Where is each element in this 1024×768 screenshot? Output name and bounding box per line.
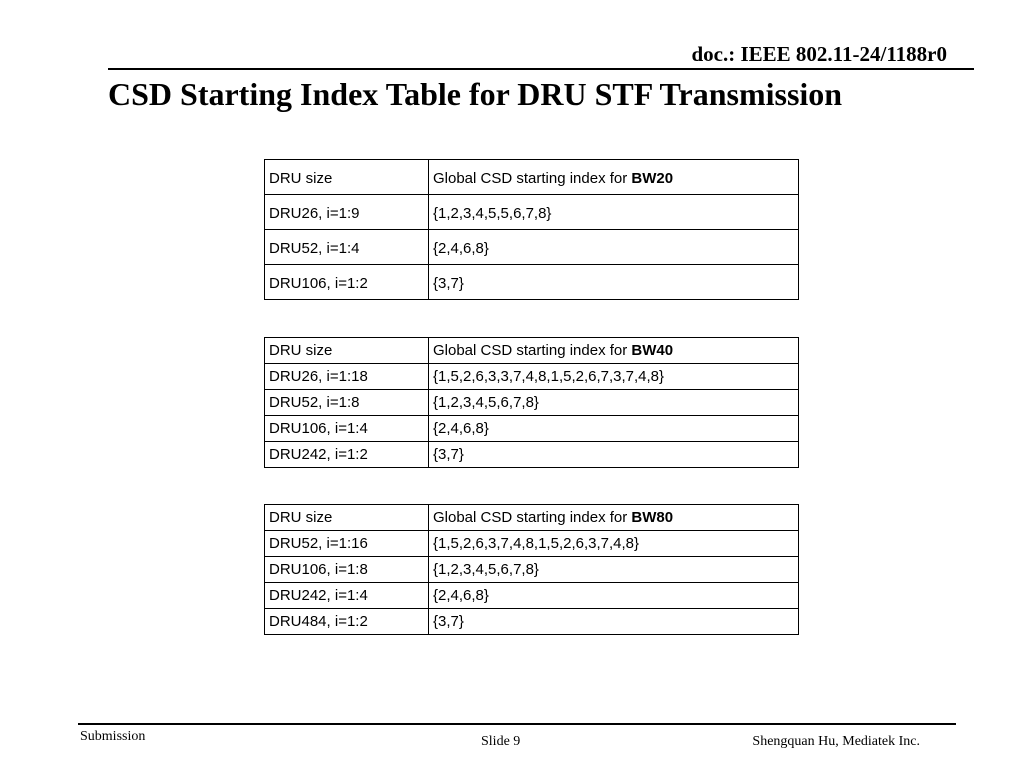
dru-size-cell: DRU484, i=1:2 xyxy=(265,609,429,635)
csd-index-cell: {3,7} xyxy=(429,265,799,300)
dru-size-cell: DRU242, i=1:2 xyxy=(265,442,429,468)
doc-id: doc.: IEEE 802.11-24/1188r0 xyxy=(691,42,947,66)
table-header-row xyxy=(265,505,799,531)
dru-size-cell: DRU26, i=1:18 xyxy=(265,364,429,390)
col-header-dru-size: DRU size xyxy=(265,338,429,364)
table-header-row xyxy=(265,160,799,195)
csd-index-cell: {1,2,3,4,5,6,7,8} xyxy=(429,390,799,416)
slide-title: CSD Starting Index Table for DRU STF Transmission xyxy=(108,76,843,112)
csd-table-bw20 xyxy=(264,159,799,300)
csd-table-bw80 xyxy=(264,504,799,635)
dru-size-cell: DRU52, i=1:16 xyxy=(265,531,429,557)
dru-size-cell: DRU106, i=1:8 xyxy=(265,557,429,583)
bandwidth-label: BW80 xyxy=(631,509,674,526)
table-row xyxy=(265,557,799,583)
table-row xyxy=(265,230,799,265)
csd-index-cell: {3,7} xyxy=(429,609,799,635)
col-header-prefix: Global CSD starting index for xyxy=(433,342,632,359)
csd-index-cell: {2,4,6,8} xyxy=(429,230,799,265)
csd-index-cell: {1,5,2,6,3,3,7,4,8,1,5,2,6,7,3,7,4,8} xyxy=(429,364,799,390)
table-row xyxy=(265,390,799,416)
footer-submission: Submission xyxy=(80,729,146,744)
dru-size-cell: DRU106, i=1:4 xyxy=(265,416,429,442)
dru-size-cell: DRU242, i=1:4 xyxy=(265,583,429,609)
table-row xyxy=(265,583,799,609)
dru-size-cell: DRU26, i=1:9 xyxy=(265,195,429,230)
csd-index-cell: {1,2,3,4,5,6,7,8} xyxy=(429,557,799,583)
table-row xyxy=(265,195,799,230)
table-row xyxy=(265,531,799,557)
dru-size-cell: DRU52, i=1:8 xyxy=(265,390,429,416)
csd-index-cell: {3,7} xyxy=(429,442,799,468)
col-header-prefix: Global CSD starting index for xyxy=(433,509,632,526)
col-header-global-csd xyxy=(429,338,799,364)
table-row xyxy=(265,265,799,300)
dru-size-cell: DRU52, i=1:4 xyxy=(265,230,429,265)
csd-table-bw40 xyxy=(264,337,799,468)
csd-index-cell: {1,5,2,6,3,7,4,8,1,5,2,6,3,7,4,8} xyxy=(429,531,799,557)
table-header-row xyxy=(265,338,799,364)
col-header-dru-size: DRU size xyxy=(265,505,429,531)
footer-rule xyxy=(78,723,956,725)
table-row xyxy=(265,364,799,390)
footer-author: Shengquan Hu, Mediatek Inc. xyxy=(752,734,920,749)
csd-index-cell: {2,4,6,8} xyxy=(429,583,799,609)
col-header-global-csd xyxy=(429,160,799,195)
header-rule xyxy=(108,68,974,70)
col-header-dru-size: DRU size xyxy=(265,160,429,195)
csd-index-cell: {2,4,6,8} xyxy=(429,416,799,442)
bandwidth-label: BW20 xyxy=(631,169,674,187)
bandwidth-label: BW40 xyxy=(631,342,674,359)
table-row xyxy=(265,442,799,468)
col-header-global-csd xyxy=(429,505,799,531)
table-row xyxy=(265,609,799,635)
footer-slide-number: Slide 9 xyxy=(481,734,521,749)
col-header-prefix: Global CSD starting index for xyxy=(433,169,632,187)
csd-index-cell: {1,2,3,4,5,5,6,7,8} xyxy=(429,195,799,230)
dru-size-cell: DRU106, i=1:2 xyxy=(265,265,429,300)
table-row xyxy=(265,416,799,442)
